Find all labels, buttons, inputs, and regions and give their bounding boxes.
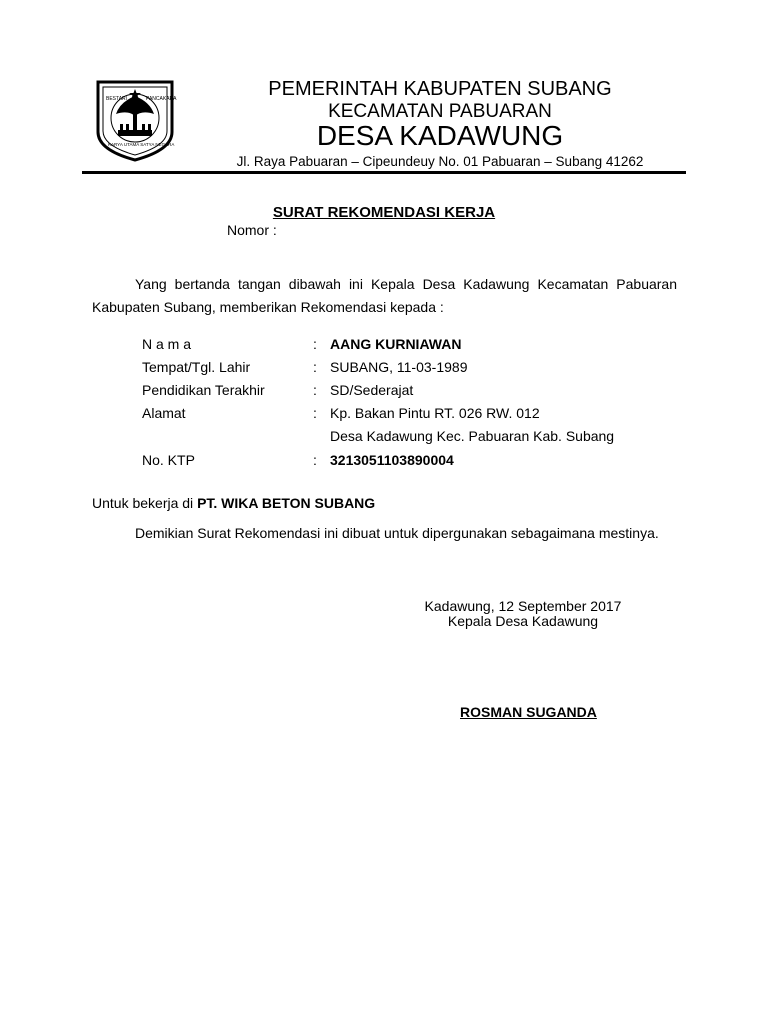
birth-value: SUBANG, 11-03-1989 <box>330 359 468 375</box>
letter-title <box>0 204 768 221</box>
emblem-text-bottom: KARYA UTAMA SATYA NEGARA <box>108 142 175 147</box>
letterhead-village: DESA KADAWUNG <box>316 120 564 151</box>
purpose-line <box>92 495 375 511</box>
purpose-prefix: Untuk bekerja di <box>92 495 194 511</box>
address-value-line2: Desa Kadawung Kec. Pabuaran Kab. Subang <box>330 428 615 444</box>
letterhead-divider <box>82 171 686 174</box>
letterhead-address: Jl. Raya Pabuaran – Cipeundeuy No. 01 Pabuaran – Subang 41262 <box>236 154 644 169</box>
letter-number-label: Nomor : <box>227 222 277 238</box>
ktp-colon: : <box>313 452 317 468</box>
signature-place-date: Kadawung, 12 September 2017 <box>424 598 622 614</box>
emblem-text-left: BESTARI <box>106 96 128 102</box>
ktp-value: 3213051103890004 <box>330 452 454 468</box>
name-colon: : <box>313 336 317 352</box>
education-value: SD/Sederajat <box>330 382 414 398</box>
address-colon: : <box>313 405 317 421</box>
education-colon: : <box>313 382 317 398</box>
birth-colon: : <box>313 359 317 375</box>
intro-paragraph: Yang bertanda tangan dibawah ini Kepala Desa Kadawung Kecamatan Pabuaran Kabupaten Subang, memberikan Rekomendasi kepada : <box>92 276 677 315</box>
address-value-line1: Kp. Bakan Pintu RT. 026 RW. 012 <box>330 405 540 421</box>
letterhead-government: PEMERINTAH KABUPATEN SUBANG <box>268 78 612 100</box>
name-value: AANG KURNIAWAN <box>330 336 462 352</box>
name-label: N a m a <box>142 336 192 352</box>
signature-name: ROSMAN SUGANDA <box>460 704 597 720</box>
closing-paragraph: Demikian Surat Rekomendasi ini dibuat untuk dipergunakan sebagaimana mestinya. <box>135 525 659 541</box>
kabupaten-subang-emblem-icon <box>92 76 178 162</box>
emblem-text-right: PANCAKARA <box>146 96 177 102</box>
birth-label: Tempat/Tgl. Lahir <box>142 359 251 375</box>
address-label: Alamat <box>142 405 186 421</box>
letter-title-text: SURAT REKOMENDASI KERJA <box>272 204 496 221</box>
ktp-label: No. KTP <box>142 452 195 468</box>
education-label: Pendidikan Terakhir <box>142 382 265 398</box>
signature-position: Kepala Desa Kadawung <box>447 613 599 629</box>
letterhead-district: KECAMATAN PABUARAN <box>328 101 552 122</box>
purpose-company: PT. WIKA BETON SUBANG <box>197 495 376 511</box>
